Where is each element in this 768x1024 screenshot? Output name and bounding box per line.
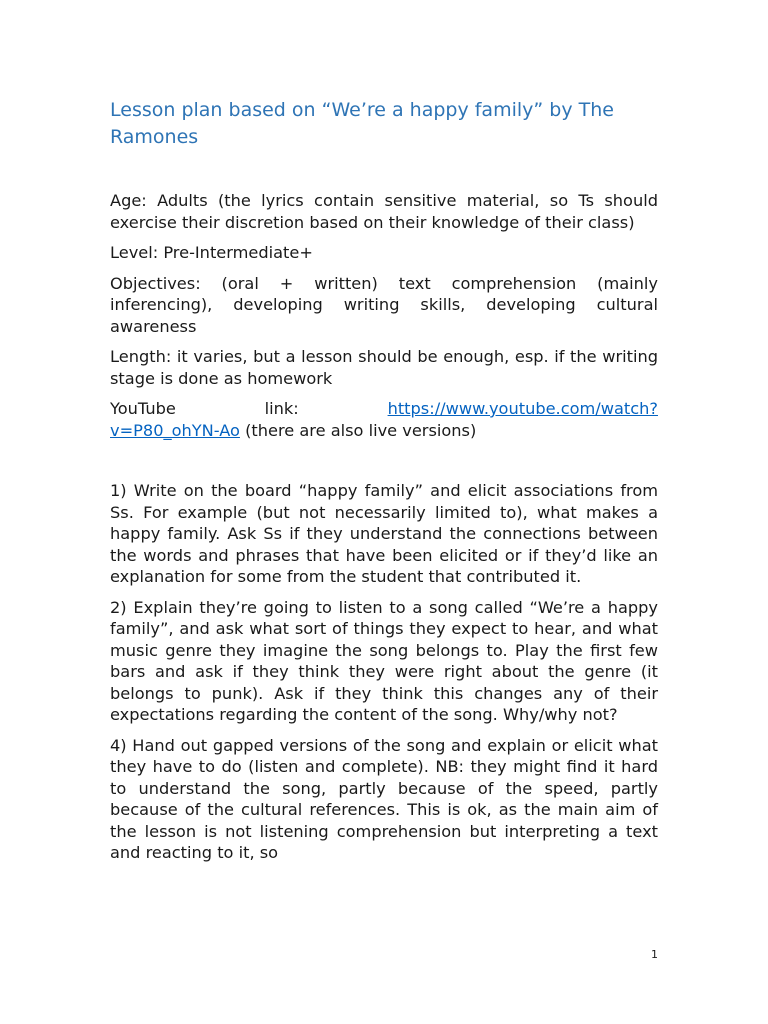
youtube-line-2 — [110, 420, 658, 442]
youtube-note: (there are also live versions) — [239, 420, 477, 440]
length-paragraph: Length: it varies, but a lesson should be enough, esp. if the writing stage is done as homework — [110, 347, 658, 388]
section-spacer — [110, 450, 658, 480]
step-2-paragraph: 2) Explain they’re going to listen to a song called “We’re a happy family”, and ask what sort of things they expect to hear, and what music genre they imagine the song belongs to. Play the first few bars and ask if they think they were right about the genre (it belongs to punk). Ask if they think this changes any of their expectations regarding the content of the song. Why/why not? — [110, 597, 658, 724]
youtube-paragraph — [110, 398, 658, 441]
step-4-paragraph: 4) Hand out gapped versions of the song and explain or elicit what they have to do (listen and complete). NB: they might find it hard to understand the song, partly because of the speed, partly because of the cultural references. This is ok, as the main aim of the lesson is not listening comprehension but interpreting a text and reacting to it, so — [110, 735, 658, 862]
level-paragraph: Level: Pre-Intermediate+ — [110, 243, 313, 262]
youtube-link-word: link: — [264, 399, 299, 418]
objectives-paragraph: Objectives: (oral + written) text comprehension (mainly inferencing), developing writing skills, developing cultural awareness — [110, 273, 658, 336]
page-number: 1 — [651, 948, 658, 961]
youtube-label: YouTube — [110, 399, 176, 418]
document-page — [110, 97, 658, 873]
youtube-url-link-part1[interactable]: https://www.youtube.com/watch? — [387, 399, 658, 418]
age-paragraph: Age: Adults (the lyrics contain sensitive material, so Ts should exercise their discretion based on their knowledge of their class) — [110, 191, 658, 232]
step-1-paragraph: 1) Write on the board “happy family” and elicit associations from Ss. For example (but not necessarily limited to), what makes a happy family. Ask Ss if they understand the connections between the words and phrases that have been elicited or if they’d like an explanation for some from the student that contributed it. — [110, 481, 658, 586]
youtube-line — [110, 398, 658, 420]
youtube-url-link-part2[interactable]: v=P80_ohYN-Ao — [110, 420, 240, 440]
document-title: Lesson plan based on “We’re a happy family” by The Ramones — [110, 99, 614, 148]
